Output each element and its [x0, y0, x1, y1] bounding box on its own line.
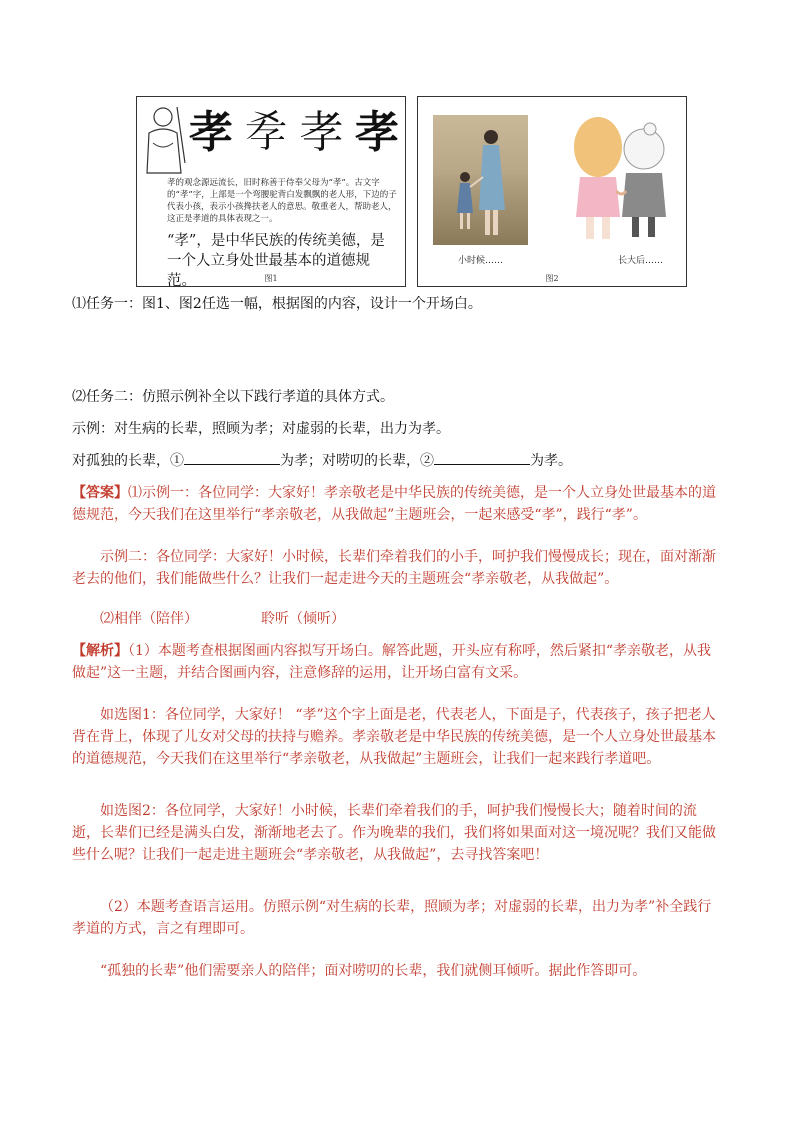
fill-part-3: 为孝。 [530, 453, 572, 469]
analysis-text-1: （1）本题考查根据图画内容拟写开场白。解答此题，开头应有称呼，然后紧扣“孝亲敬老，从我做起”这一主题，并结合图画内容，注意修辞的运用，让开场白富有文采。 [72, 643, 712, 681]
example-line: 示例：对生病的长辈，照顾为孝；对虚弱的长辈，出力为孝。 [72, 421, 450, 437]
figure-1 [136, 96, 406, 287]
analysis-paragraph-1 [72, 640, 724, 684]
analysis-paragraph-4: （2）本题考查语言运用。仿照示例“对生病的长辈，照顾为孝；对虚弱的长辈，出力为孝”补全践行孝道的方式，言之有理即可。 [72, 899, 712, 937]
answer-paragraph-1 [72, 482, 724, 526]
elder-illustration [141, 103, 187, 181]
answer-text-1: ⑴示例一：各位同学：大家好！孝亲敬老是中华民族的传统美德，是一个人立身处世最基本的道德规范，今天我们在这里举行“孝亲敬老，从我做起”主题班会，一起来感受“孝”，践行“孝”。 [72, 485, 716, 523]
mother-child-photo [433, 115, 528, 245]
cartoon-girl-grandma [558, 107, 678, 245]
figure-2-right-caption: 长大后…… [618, 256, 664, 266]
calligraphy-characters [189, 105, 399, 161]
calligraphy-char: 孝 [189, 107, 233, 158]
analysis-paragraph-3: 如选图2：各位同学，大家好！小时候，长辈们牵着我们的手，呵护我们慢慢长大；随着时间的流逝，长辈们已经是满头白发，渐渐地老去了。作为晚辈的我们，我们将如果面对这一境况呢？我们又能做些什么呢？让我们一起走进主题班会“孝亲敬老，从我做起”，去寻找答案吧！ [72, 803, 716, 863]
figure-1-description: 孝的观念源远流长，旧时称善于侍奉父母为“孝”。古文字的“孝”字，上部是一个弯腰驼背白发飘飘的老人形，下边的子代表小孩，表示小孩搀扶老人的意思。敬重老人，帮助老人，这正是孝道的具体表现之一。 [167, 178, 397, 224]
fill-part-1: 对孤独的长辈，① [72, 453, 184, 469]
answer-paragraph-3: ⑵相伴（陪伴） 聆听（倾听） [100, 611, 345, 627]
calligraphy-char: 孝 [354, 107, 399, 158]
figure-2 [417, 96, 687, 287]
question-2: ⑵任务二：仿照示例补全以下践行孝道的具体方式。 [72, 389, 394, 405]
analysis-paragraph-5: “孤独的长辈”他们需要亲人的陪伴；面对唠叨的长辈，我们就侧耳倾听。据此作答即可。 [100, 963, 647, 979]
fill-line [72, 450, 724, 472]
calligraphy-char: 孝 [299, 107, 344, 158]
figure-1-motto: “孝”，是中华民族的传统美德，是一个人立身处世最基本的道德规范。 [167, 233, 385, 289]
figure-1-caption: 图1 [264, 274, 278, 283]
answer-paragraph-2: 示例二：各位同学：大家好！小时候，长辈们牵着我们的小手，呵护我们慢慢成长；现在，面对渐渐老去的他们，我们能做些什么？让我们一起走进今天的主题班会“孝亲敬老，从我做起”。 [72, 549, 716, 587]
fill-part-2: 为孝；对唠叨的长辈，② [280, 453, 434, 469]
calligraphy-char: 𡥉 [244, 107, 289, 158]
figure-2-left-caption: 小时候…… [458, 256, 504, 266]
analysis-paragraph-2: 如选图1：各位同学，大家好！ “孝”这个字上面是老，代表老人，下面是子，代表孩子，孩子把老人背在背上，体现了儿女对父母的扶持与赡养。孝亲敬老是中华民族的传统美德，是一个人立身处世最基本的道德规范，今天我们在这里举行“孝亲敬老，从我做起”主题班会，让我们一起来践行孝道吧。 [72, 707, 716, 767]
figure-2-caption: 图2 [545, 274, 559, 283]
question-1: ⑴任务一：图1、图2任选一幅，根据图的内容，设计一个开场白。 [72, 296, 482, 312]
answer-blank-2[interactable] [434, 450, 530, 465]
answer-blank-1[interactable] [184, 450, 280, 465]
analysis-tag: 【解析】 [72, 643, 128, 659]
answer-tag: 【答案】 [72, 485, 128, 501]
